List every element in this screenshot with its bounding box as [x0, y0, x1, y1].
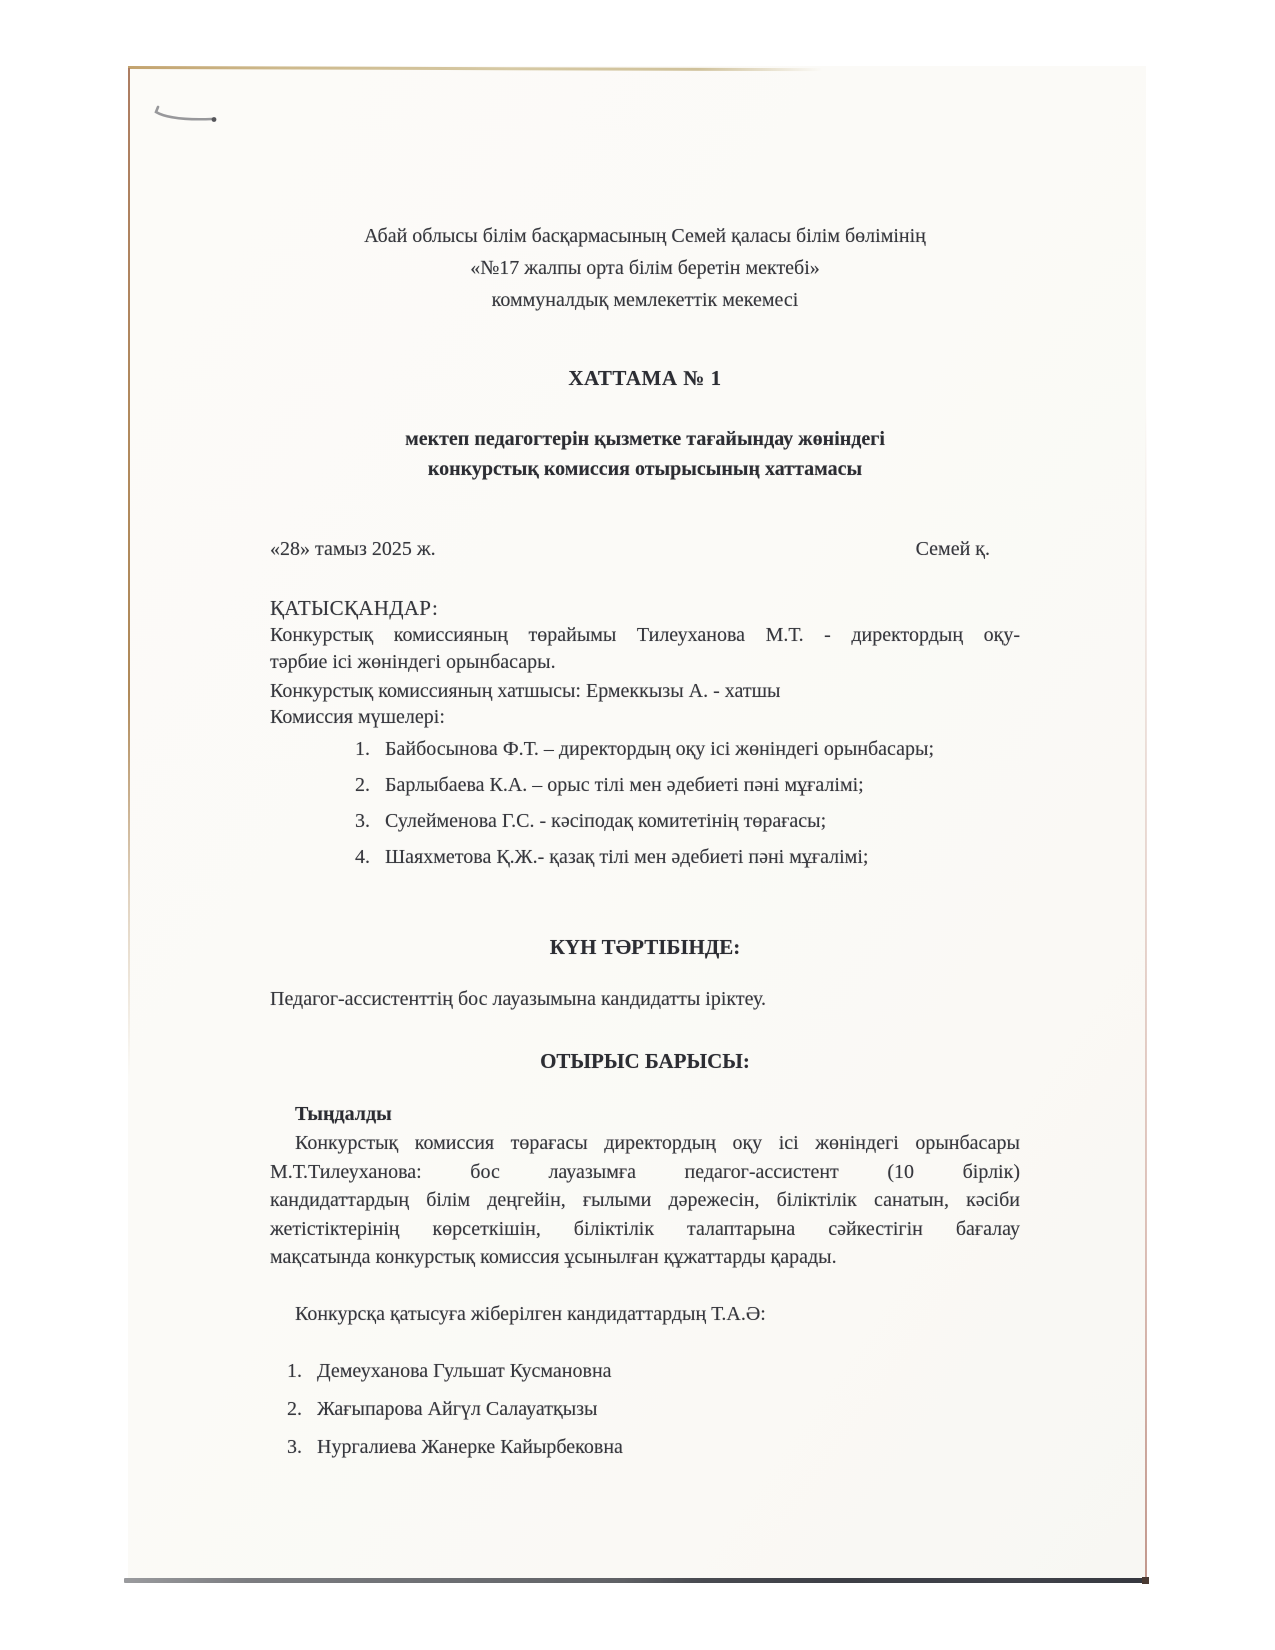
chair-line: тәрбие ісі жөніндегі орынбасары.	[270, 651, 556, 673]
list-item	[355, 846, 1035, 868]
item-number: 1.	[287, 1360, 302, 1382]
item-number: 2.	[355, 774, 370, 796]
org-line: Абай облысы білім басқармасының Семей қаласы білім бөлімінің	[364, 225, 926, 247]
paragraph-line: жетістіктерінің көрсеткішін, біліктілік талаптарына сәйкестігін бағалау	[270, 1217, 1020, 1240]
document-title: ХАТТАМА № 1	[568, 366, 722, 390]
list-item	[287, 1398, 1037, 1420]
item-text: Шаяхметова Қ.Ж.- қазақ тілі мен әдебиеті пәні мұғалімі;	[385, 846, 869, 868]
org-line: «№17 жалпы орта білім беретін мектебі»	[470, 257, 820, 279]
subtitle-line: мектеп педагогтерін қызметке тағайындау жөніндегі	[405, 428, 885, 450]
chair-line: Конкурстық комиссияның төрайымы Тилеуханова М.Т. - директордың оқу-	[270, 624, 1020, 646]
item-text: Барлыбаева К.А. – орыс тілі мен әдебиеті пәні мұғалімі;	[385, 774, 864, 796]
item-text: Демеуханова Гульшат Кусмановна	[317, 1360, 612, 1382]
paper-top-edge	[128, 66, 823, 71]
list-item	[287, 1436, 1037, 1458]
candidates-list	[287, 1360, 1037, 1474]
document-city: Семей қ.	[915, 538, 990, 560]
paper-corner-mark	[1142, 1577, 1149, 1584]
list-item	[287, 1360, 1037, 1382]
paper-left-edge	[128, 68, 130, 1078]
paper-right-edge	[1145, 396, 1147, 1580]
item-text: Нургалиева Жанерке Кайырбековна	[317, 1436, 623, 1458]
commission-chair	[270, 622, 1020, 676]
pen-mark	[152, 100, 234, 134]
participants-heading: ҚАТЫСҚАНДАР:	[270, 596, 439, 620]
paragraph-line: Конкурстық комиссия төрағасы директордың оқу ісі жөніндегі орынбасары	[295, 1132, 1020, 1154]
list-item	[355, 774, 1035, 796]
item-text: Байбосынова Ф.Т. – директордың оқу ісі жөніндегі орынбасары;	[385, 738, 935, 760]
paper-bottom-shadow	[124, 1578, 1148, 1583]
item-text: Сулейменова Г.С. - кәсіподақ комитетінің төрағасы;	[385, 810, 827, 832]
item-number: 3.	[355, 810, 370, 832]
agenda-heading: КҮН ТӘРТІБІНДЕ:	[549, 935, 741, 959]
item-number: 4.	[355, 846, 370, 868]
org-line: коммуналдық мемлекеттік мекемесі	[491, 289, 799, 311]
heard-label: Тыңдалды	[295, 1103, 392, 1125]
item-number: 1.	[355, 738, 370, 760]
document-date: «28» тамыз 2025 ж.	[270, 538, 436, 560]
agenda-item: Педагог-ассистенттің бос лауазымына кандидатты іріктеу.	[270, 988, 766, 1010]
proceedings-heading: ОТЫРЫС БАРЫСЫ:	[540, 1049, 750, 1073]
candidates-label: Конкурсқа қатысуға жіберілген кандидаттардың Т.А.Ә:	[295, 1303, 766, 1325]
members-label: Комиссия мүшелері:	[270, 706, 445, 728]
item-text: Жағыпарова Айгүл Салауатқызы	[317, 1398, 598, 1420]
proceedings-paragraph	[270, 1129, 1020, 1272]
commission-secretary: Конкурстық комиссияның хатшысы: Ермеккызы А. - хатшы	[270, 680, 781, 702]
subtitle-line: конкурстық комиссия отырысының хаттамасы	[427, 458, 863, 480]
item-number: 2.	[287, 1398, 302, 1420]
paragraph-line: кандидаттардың білім деңгейін, ғылыми дәрежесін, біліктілік санатын, кәсіби	[270, 1189, 1020, 1211]
item-number: 3.	[287, 1436, 302, 1458]
paragraph-line: М.Т.Тилеуханова: бос лауазымға педагог-ассистент (10 бірлік)	[270, 1160, 1020, 1183]
org-header	[270, 220, 1020, 316]
members-list	[355, 738, 1035, 882]
paragraph-line: мақсатында конкурстық комиссия ұсынылған құжаттарды қарады.	[270, 1246, 837, 1268]
document-subtitle	[270, 424, 1020, 484]
list-item	[355, 738, 1035, 760]
date-place-row	[270, 538, 990, 561]
list-item	[355, 810, 1035, 832]
